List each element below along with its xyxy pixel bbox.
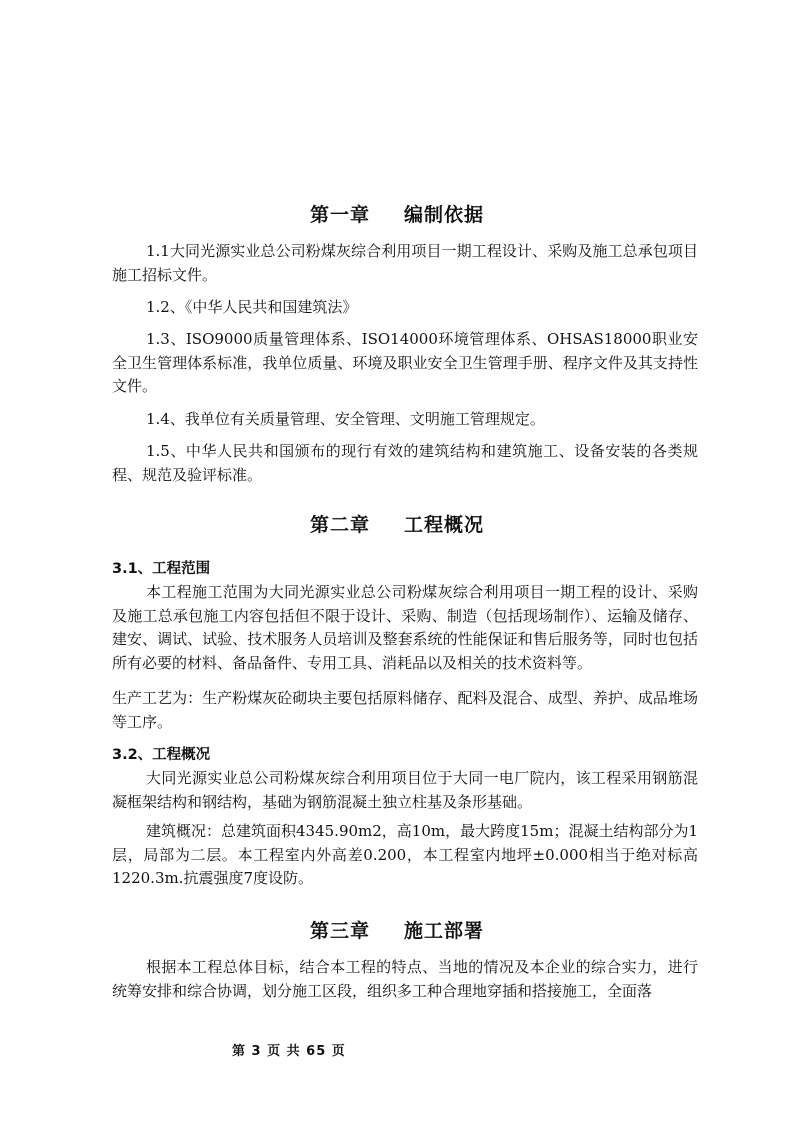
section-3-1-heading: 3.1、工程范围	[112, 561, 211, 577]
section-3-2-heading: 3.2、工程概况	[112, 747, 211, 763]
chapter-1-label: 第一章	[309, 204, 370, 226]
chapter-3-label: 第三章	[309, 920, 370, 942]
chapter-3-body: 根据本工程总体目标，结合本工程的特点、当地的情况及本企业的综合实力，进行统筹安排和综合协调，划分施工区段，组织多工种合理地穿插和搭接施工，全面落	[112, 958, 698, 1000]
section-3-2-body: 大同光源实业总公司粉煤灰综合利用项目位于大同一电厂院内，该工程采用钢筋混凝框架结构和钢结构，基础为钢筋混凝土独立柱基及条形基础。	[112, 769, 698, 811]
section-3-1-process: 生产工艺为：生产粉煤灰砼砌块主要包括原料储存、配料及混合、成型、养护、成品堆场等工序。	[112, 689, 698, 731]
item-1-3: 1.3、ISO9000质量管理体系、ISO14000环境管理体系、OHSAS18000职业安全卫生管理体系标准，我单位质量、环境及职业安全卫生管理手册、程序文件及其支持性文件。	[112, 330, 698, 395]
section-3-2-overview: 建筑概况：总建筑面积4345.90m2，高10m，最大跨度15m；混凝土结构部分为1层，局部为二层。本工程室内外高差0.200，本工程室内地坪±0.000相当于绝对标高1220.3m.抗震强度7度设防。	[112, 822, 698, 887]
chapter-3-heading	[0, 916, 794, 943]
item-1-4: 1.4、我单位有关质量管理、安全管理、文明施工管理规定。	[146, 410, 545, 428]
chapter-1-title: 编制依据	[404, 204, 485, 226]
item-1-1: 1.1大同光源实业总公司粉煤灰综合利用项目一期工程设计、采购及施工总承包项目施工招标文件。	[112, 242, 698, 284]
chapter-3-title: 施工部署	[404, 920, 485, 942]
chapter-2-heading	[0, 510, 794, 537]
item-1-2: 1.2、《中华人民共和国建筑法》	[146, 298, 358, 316]
section-3-1-body: 本工程施工范围为大同光源实业总公司粉煤灰综合利用项目一期工程的设计、采购及施工总承包施工内容包括但不限于设计、采购、制造（包括现场制作）、运输及储存、建安、调试、试验、技术服务人员培训及整套系统的性能保证和售后服务等，同时也包括所有必要的材料、备品备件、专用工具、消耗品以及相关的技术资料等。	[112, 583, 698, 672]
chapter-1-heading	[0, 200, 794, 227]
page-number-footer: 第 3 页 共 65 页	[232, 1044, 346, 1059]
chapter-2-title: 工程概况	[404, 514, 485, 536]
item-1-5: 1.5、中华人民共和国颁布的现行有效的建筑结构和建筑施工、设备安装的各类规程、规范及验评标准。	[112, 442, 698, 484]
chapter-2-label: 第二章	[309, 514, 370, 536]
